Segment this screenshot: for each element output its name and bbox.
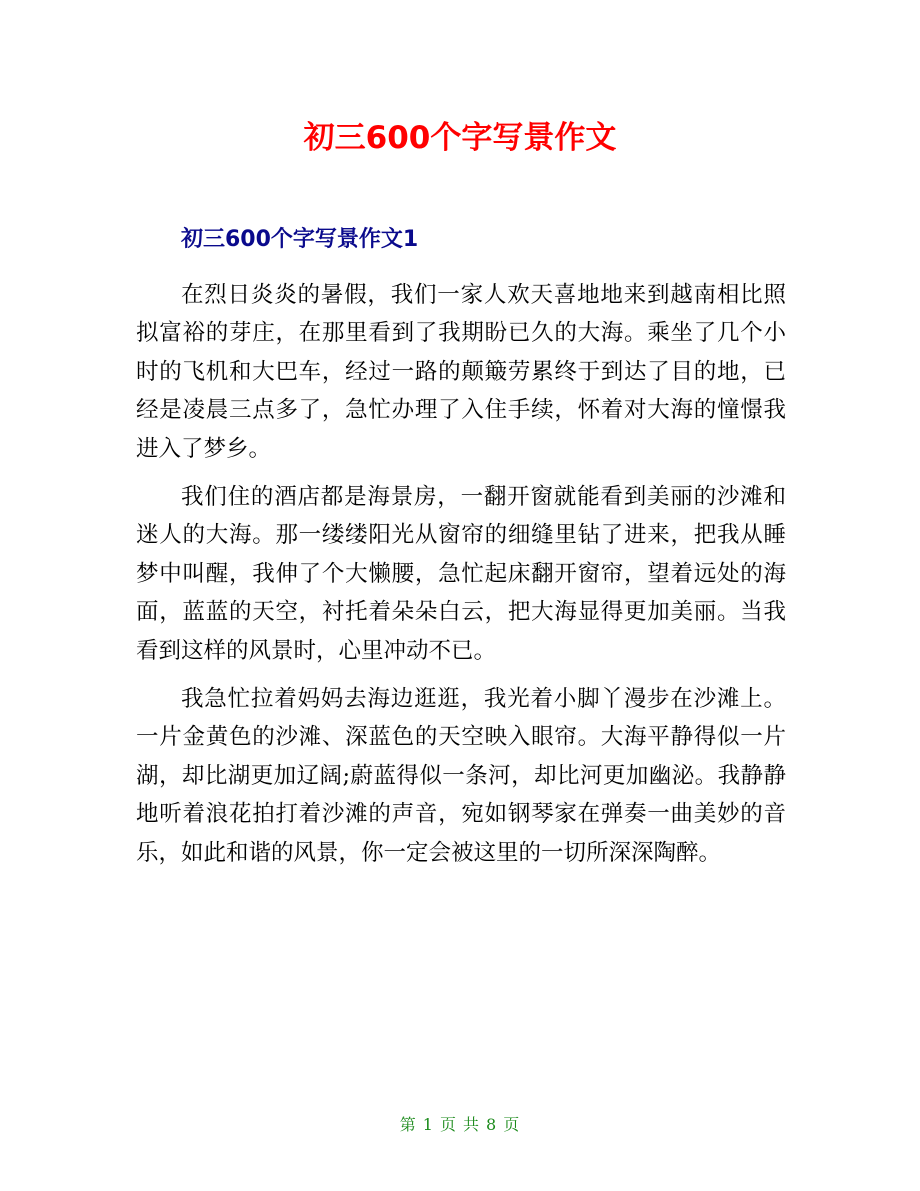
- footer-total-unit: 页: [503, 1115, 521, 1134]
- footer-page-number: 1: [422, 1115, 434, 1134]
- page-footer: [0, 1113, 920, 1137]
- section-heading: 初三600个字写景作文1: [181, 227, 419, 252]
- footer-page-unit: 页: [439, 1115, 457, 1134]
- footer-total-pages: 8: [486, 1115, 498, 1134]
- body-text: [136, 276, 786, 882]
- paragraph-2: 我们住的酒店都是海景房，一翻开窗就能看到美丽的沙滩和迷人的大海。那一缕缕阳光从窗帘的细缝里钻了进来，把我从睡梦中叫醒，我伸了个大懒腰，急忙起床翻开窗帘，望着远处的海面，蓝蓝的天空，衬托着朵朵白云，把大海显得更加美丽。当我看到这样的风景时，心里冲动不已。: [136, 484, 786, 664]
- footer-total-prefix: 共: [463, 1115, 481, 1134]
- paragraph-1: 在烈日炎炎的暑假，我们一家人欢天喜地地来到越南相比照拟富裕的芽庄，在那里看到了我期盼已久的大海。乘坐了几个小时的飞机和大巴车，经过一路的颠簸劳累终于到达了目的地，已经是凌晨三点多了，急忙办理了入住手续，怀着对大海的憧憬我进入了梦乡。: [136, 282, 786, 462]
- document-title: 初三600个字写景作文: [303, 120, 617, 156]
- paragraph-3: 我急忙拉着妈妈去海边逛逛，我光着小脚丫漫步在沙滩上。一片金黄色的沙滩、深蓝色的天空映入眼帘。大海平静得似一片湖，却比湖更加辽阔;蔚蓝得似一条河，却比河更加幽泌。我静静地听着浪花拍打着沙滩的声音，宛如钢琴家在弹奏一曲美妙的音乐，如此和谐的风景，你一定会被这里的一切所深深陶醉。: [136, 686, 786, 866]
- footer-prefix: 第: [399, 1115, 417, 1134]
